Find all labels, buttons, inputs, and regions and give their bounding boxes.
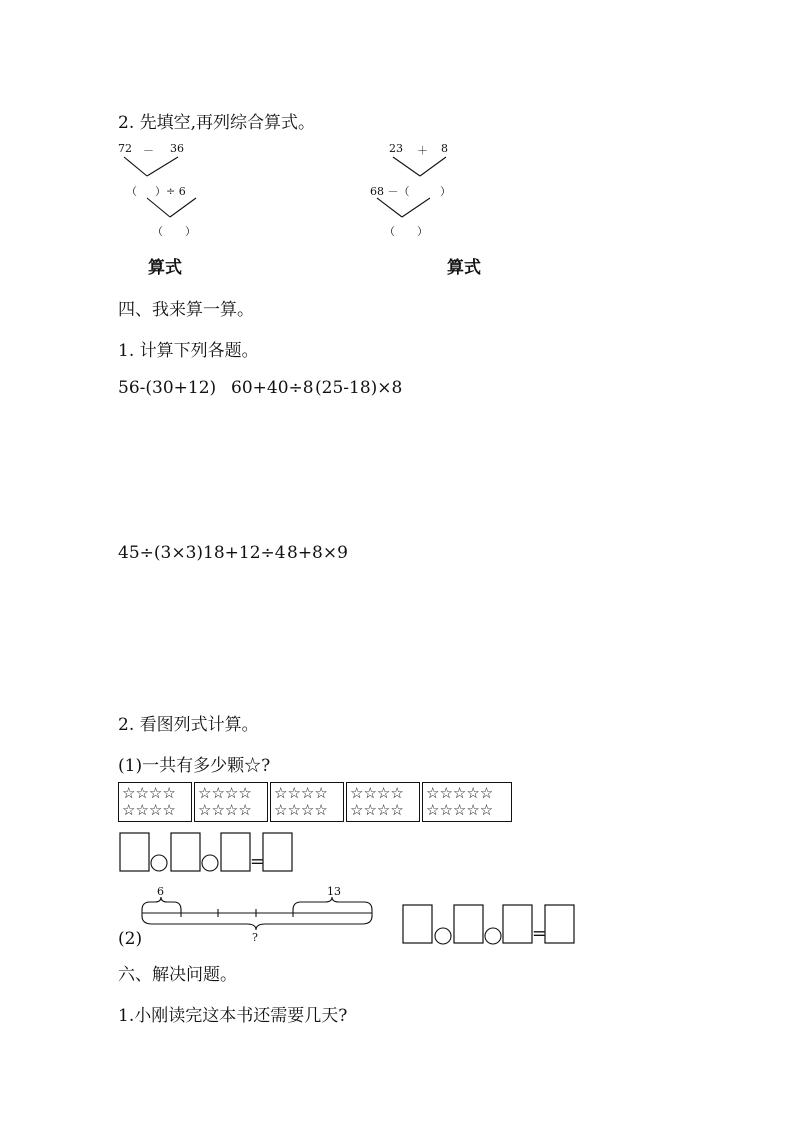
segment-right-value: 13 xyxy=(327,885,341,898)
calc-question-title: 1. 计算下列各题。 xyxy=(118,341,259,361)
right-formula-label: 算式 xyxy=(447,258,481,278)
calc-item: 60+40÷8 xyxy=(231,378,314,398)
left-top-b: 36 xyxy=(170,142,184,155)
star-row: ☆☆☆☆ xyxy=(274,801,328,819)
answer-box[interactable] xyxy=(403,905,432,943)
left-mid-close: ）÷ 6 xyxy=(155,185,186,198)
calc-item: 18+12÷4 xyxy=(203,543,286,563)
star-row: ☆☆☆☆ xyxy=(350,801,404,819)
segment-total-unknown: ? xyxy=(252,931,258,944)
subquestion-2-label: (2) xyxy=(118,929,143,949)
answer-box[interactable] xyxy=(545,905,574,943)
section-six-title: 六、解决问题。 xyxy=(118,965,237,985)
calc-item: 56-(30+12) xyxy=(118,378,217,398)
equals-sign: = xyxy=(250,852,265,872)
section-four-title: 四、我来算一算。 xyxy=(118,300,254,320)
star-row: ☆☆☆☆ xyxy=(198,784,252,802)
right-top-b: 8 xyxy=(441,142,448,155)
right-mid-close: ） xyxy=(440,185,451,198)
star-question-title: (1)一共有多少颗☆? xyxy=(118,756,271,776)
left-top-a: 72 xyxy=(118,142,132,155)
left-formula-label: 算式 xyxy=(148,258,182,278)
right-mid-open: 68 －（ xyxy=(370,185,410,198)
picture-question-title: 2. 看图列式计算。 xyxy=(118,715,259,735)
star-row: ☆☆☆☆ xyxy=(198,801,252,819)
right-top-op: ＋ xyxy=(417,144,428,157)
segment-left-value: 6 xyxy=(157,885,164,898)
problem-question-1: 1.小刚读完这本书还需要几天? xyxy=(118,1006,348,1026)
left-mid-open: （ xyxy=(126,185,137,198)
star-row: ☆☆☆☆ xyxy=(350,784,404,802)
fill-blank-title: 2. 先填空,再列综合算式。 xyxy=(118,113,316,133)
calc-item: (25-18)×8 xyxy=(315,378,403,398)
equals-sign: = xyxy=(532,924,547,944)
answer-box[interactable] xyxy=(454,905,483,943)
star-row: ☆☆☆☆☆ xyxy=(426,784,494,802)
star-row: ☆☆☆☆ xyxy=(122,784,176,802)
calc-item: 45÷(3×3) xyxy=(118,543,204,563)
calc-item: 8+8×9 xyxy=(287,543,348,563)
right-top-a: 23 xyxy=(389,142,403,155)
answer-box[interactable] xyxy=(503,905,532,943)
left-bottom-blank: （ ） xyxy=(152,225,196,238)
left-top-op: － xyxy=(143,144,154,157)
star-row: ☆☆☆☆ xyxy=(122,801,176,819)
operator-circle[interactable] xyxy=(435,928,451,944)
star-row: ☆☆☆☆ xyxy=(274,784,328,802)
star-row: ☆☆☆☆☆ xyxy=(426,801,494,819)
right-bottom-blank: （ ） xyxy=(384,225,428,238)
operator-circle[interactable] xyxy=(485,928,501,944)
